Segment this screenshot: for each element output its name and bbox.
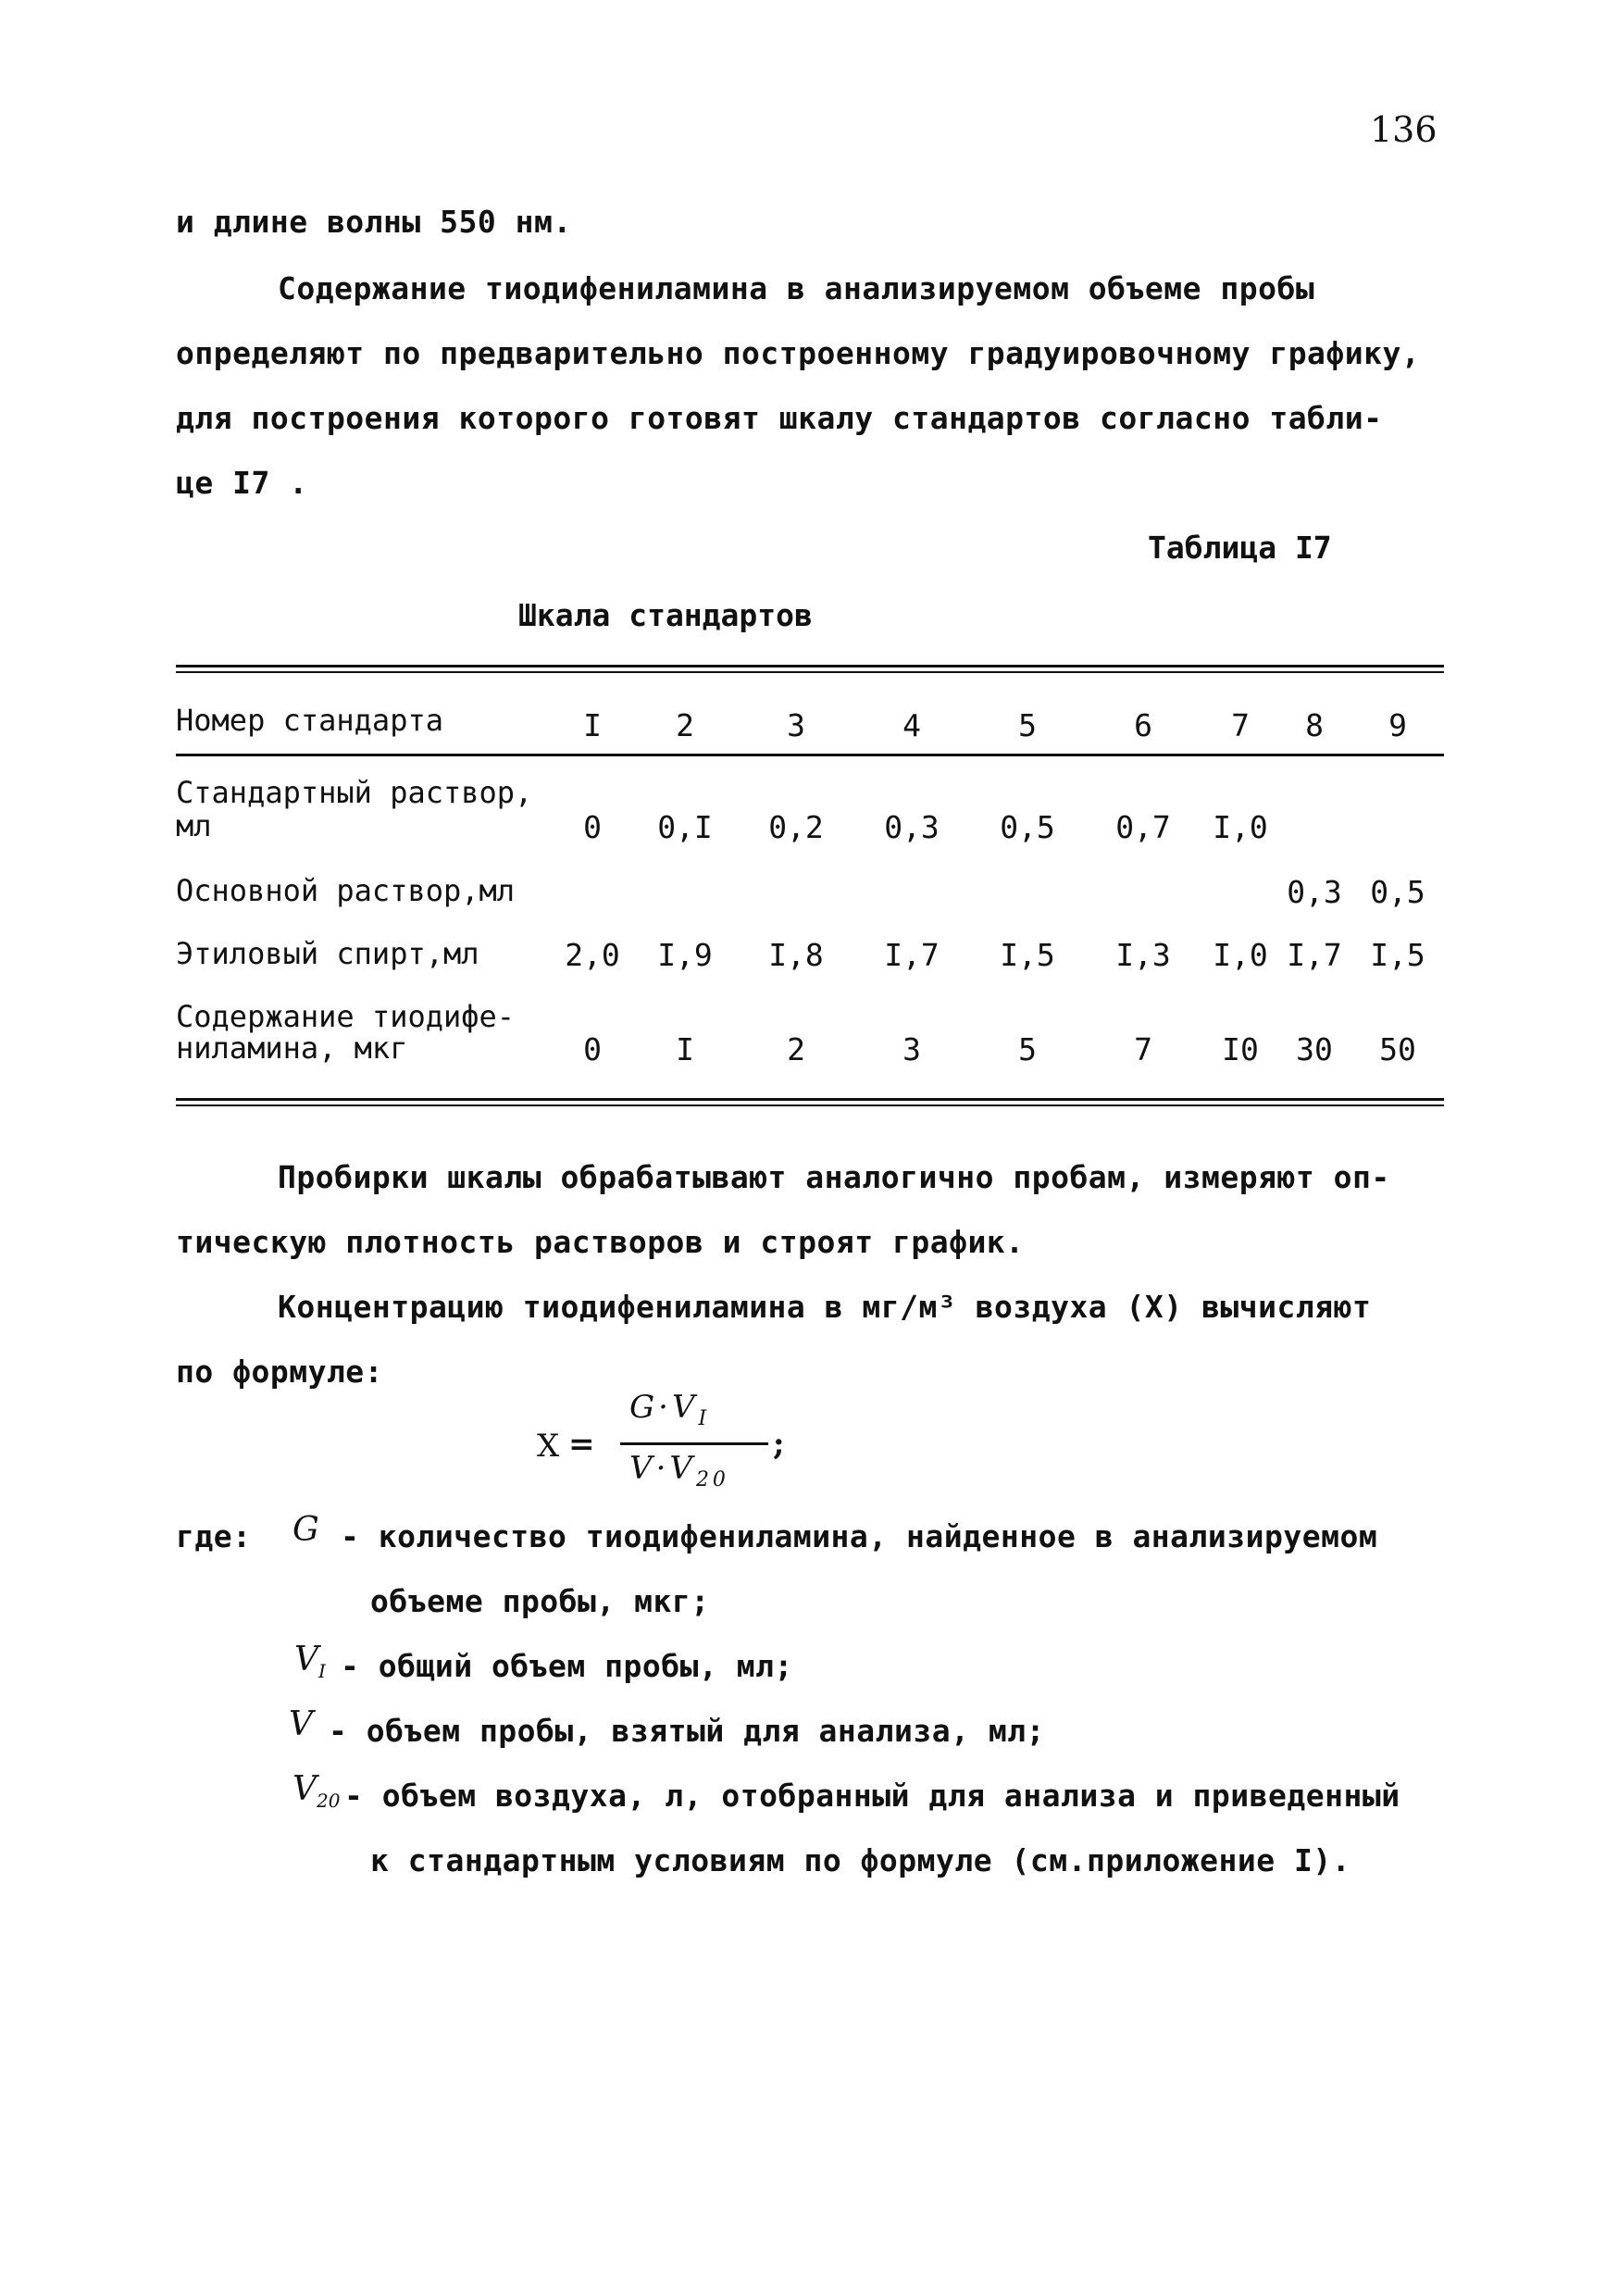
paragraph3-line1: Концентрацию тиодифениламина в мг/м³ воздуха (X) вычисляют: [278, 1289, 1372, 1325]
where-item-2-line1: - общий объем пробы, мл;: [341, 1648, 793, 1684]
table-number-label: Таблица I7: [1148, 530, 1332, 566]
table-cell: 2,0: [565, 937, 620, 973]
table-cell: 7: [1134, 1031, 1152, 1067]
table-header-col-6: 6: [1134, 707, 1152, 743]
table-row-4-label-line1: Содержание тиодифе-: [176, 999, 516, 1034]
table-cell: I: [676, 1031, 694, 1067]
table-header-col-4: 4: [902, 707, 921, 743]
table-bottom-rule: [176, 1098, 1444, 1106]
table-header-col-7: 7: [1231, 707, 1250, 743]
table-top-rule: [176, 665, 1444, 673]
paragraph1-line3: для построения которого готовят шкалу стандартов согласно табли-: [176, 400, 1383, 436]
table-cell: 0,5: [1370, 874, 1425, 910]
table-cell: 5: [1018, 1031, 1037, 1067]
table-cell: 50: [1379, 1031, 1416, 1067]
table-cell: I,8: [768, 937, 824, 973]
table-cell: 0,5: [1000, 809, 1055, 845]
where-item-1-line1: - количество тиодифениламина, найденное в анализируемом: [341, 1518, 1378, 1554]
table-cell: 0,3: [1287, 874, 1342, 910]
table-header-label: Номер стандарта: [176, 703, 443, 738]
table-title: Шкала стандартов: [518, 597, 813, 633]
table-cell: 0: [583, 1031, 602, 1067]
table-row-1-label-line1: Стандартный раствор,: [176, 775, 533, 810]
table-cell: I,0: [1213, 809, 1268, 845]
table-cell: 3: [902, 1031, 921, 1067]
table-header-col-1: I: [583, 707, 602, 743]
table-cell: 0,3: [884, 809, 940, 845]
formula-semicolon: ;: [773, 1426, 785, 1463]
paragraph3-line2: по формуле:: [176, 1354, 384, 1390]
symbol-G: G: [292, 1511, 319, 1549]
where-item-3-line1: - объем пробы, взятый для анализа, мл;: [329, 1713, 1045, 1749]
table-row-2-label: Основной раствор,мл: [176, 873, 516, 908]
table-header-col-8: 8: [1305, 707, 1324, 743]
table-cell: 0,7: [1115, 809, 1171, 845]
formula-numerator: $G\cdot V_I$: [629, 1389, 711, 1430]
table-row-4-label-line2: ниламина, мкг: [176, 1030, 408, 1066]
paragraph1-line4: це I7 .: [176, 465, 308, 501]
table-cell: I,9: [657, 937, 713, 973]
paragraph1-line2: определяют по предварительно построенному градуировочному графику,: [176, 335, 1421, 371]
symbol-V20: $V_{20}$: [292, 1770, 341, 1812]
table-row-1-label-line2: мл: [176, 808, 212, 843]
table-cell: I,3: [1115, 937, 1171, 973]
formula-equals: =: [568, 1426, 595, 1463]
table-header-rule: [176, 754, 1444, 756]
table-header-col-3: 3: [787, 707, 805, 743]
intro-line: и длине волны 550 нм.: [176, 204, 572, 240]
page-number: 136: [1370, 109, 1438, 150]
where-lead: где:: [176, 1518, 252, 1554]
table-cell: 2: [787, 1031, 805, 1067]
table-cell: I,0: [1213, 937, 1268, 973]
symbol-V: V: [289, 1705, 313, 1743]
table-header-col-5: 5: [1018, 707, 1037, 743]
where-item-4-line2: к стандартным условиям по формуле (см.приложение I).: [370, 1842, 1351, 1878]
table-cell: 0,2: [768, 809, 824, 845]
paragraph1-line1: Содержание тиодифениламина в анализируемом объеме пробы: [278, 270, 1315, 306]
concentration-formula: [537, 1389, 833, 1518]
formula-fraction-bar: [620, 1442, 768, 1445]
table-cell: I,5: [1000, 937, 1055, 973]
table-cell: I,7: [1287, 937, 1342, 973]
formula-lhs: X: [537, 1428, 560, 1465]
where-item-1-line2: объеме пробы, мкг;: [370, 1583, 710, 1619]
table-cell: 0: [583, 809, 602, 845]
where-item-4-line1: - объем воздуха, л, отобранный для анализа и приведенный: [344, 1778, 1400, 1814]
formula-denominator: $V\cdot V_{20}$: [629, 1450, 729, 1491]
table-cell: I,7: [884, 937, 940, 973]
table-cell: 30: [1296, 1031, 1333, 1067]
table-header-col-9: 9: [1388, 707, 1407, 743]
paragraph2-line1: Пробирки шкалы обрабатывают аналогично пробам, измеряют оп-: [278, 1159, 1390, 1195]
paragraph2-line2: тическую плотность растворов и строят график.: [176, 1224, 1025, 1260]
table-row-3-label: Этиловый спирт,мл: [176, 936, 479, 971]
symbol-V1: $V_I$: [294, 1641, 326, 1682]
table-cell: I0: [1222, 1031, 1259, 1067]
table-cell: I,5: [1370, 937, 1425, 973]
table-cell: 0,I: [657, 809, 713, 845]
table-header-col-2: 2: [676, 707, 694, 743]
